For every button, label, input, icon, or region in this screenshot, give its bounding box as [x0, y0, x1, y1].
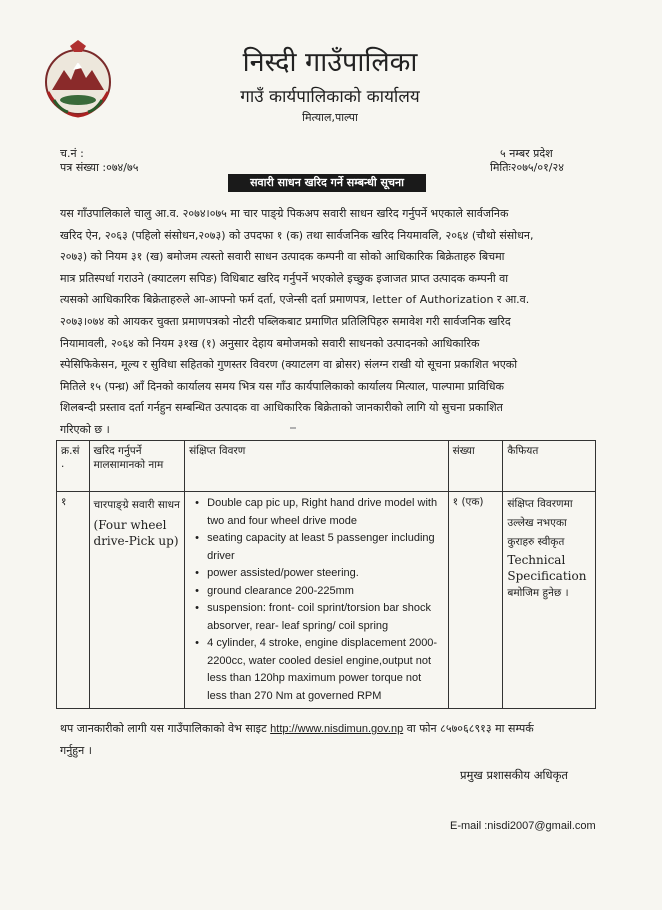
- item-name-en: (Four wheel drive-Pick up): [93, 518, 179, 548]
- office-address: मित्याल,पाल्पा: [302, 111, 358, 124]
- header-quantity: संख्या: [448, 441, 503, 492]
- row-item-name: [89, 492, 185, 709]
- body-line: मात्र प्रतिस्पर्धा गराउने (क्याटलग सपिङ) विधिबाट खरिद गर्नुपर्ने भएकोले इच्छुक इजाजत प्राप्त उत्पादक कम्पनी वा: [60, 271, 509, 285]
- body-line: त्यसको आधिकारिक बिक्रेताहरुले आ-आफ्नो फर्म दर्ता, एजेन्सी दर्ता प्रमाणपत्र, letter of Authorization र आ.व.: [60, 293, 530, 307]
- letter-number: पत्र संख्या :०७४/७५: [60, 161, 139, 174]
- row-description: [185, 492, 448, 709]
- body-line: मितिले १५ (पन्ध्र) आँ दिनको कार्यालय समय भित्र यस गाँउ कार्यपालिकाको कार्यालय मित्याल, पाल्पामा प्राविधिक: [60, 379, 504, 393]
- items-table: [56, 440, 596, 709]
- remarks-np: संक्षिप्त विवरणमा उल्लेख नभएका कुराहरु स्वीकृत: [507, 498, 573, 548]
- signatory-title: प्रमुख प्रशासकीय अधिकृत: [460, 768, 568, 782]
- decorative-mark: [290, 427, 296, 429]
- header-description: संक्षिप्त विवरण: [185, 441, 448, 492]
- notice-title: सवारी साधन खरिद गर्ने सम्बन्धी सूचना: [228, 174, 426, 192]
- website-link[interactable]: http://www.nisdimun.gov.np: [270, 723, 404, 735]
- header-sn: क्र.सं .: [57, 441, 90, 492]
- notice-body: [60, 203, 593, 441]
- body-line: खरिद ऐन, २०६३ (पहिलो संसोधन,२०७३) को उपदफा १ (क) तथा सार्वजनिक खरिद नियमावलि, २०६४ (चौथो संसोधन,: [60, 228, 534, 242]
- header-remarks: कैफियत: [503, 441, 596, 492]
- spec-item: • 4 cylinder, 4 stroke, engine displacement 2000-2200cc, water cooled desiel engine,output not less than 120hp maximum power torque not less than 270 Nm at governed RPM: [199, 635, 443, 705]
- body-line: शिलबन्दी प्रस्ताव दर्ता गर्नहुन सम्बन्धित उत्पादक वा आधिकारिक बिक्रेताको जानकारीको लागि यो सुचना प्रकाशित: [60, 401, 503, 415]
- body-line: गरिएको छ ।: [60, 422, 110, 436]
- table-header-row: [57, 441, 596, 492]
- spec-item: • suspension: front- coil sprint/torsion bar shock absorver, rear- leaf spring/ coil spring: [199, 600, 443, 635]
- nepal-government-emblem-icon: [40, 40, 116, 120]
- body-line: २०७३) को नियम ३१ (ख) बमोजम त्यस्तो सवारी साधन उत्पादक कम्पनी वा सोको आधिकारिक बिक्रेताहरु बिचमा: [60, 250, 505, 264]
- body-line: नियामावली, २०६४ को नियम ३१ख (१) अनुसार देहाय बमोजमको सवारी साधनको उत्पादनको आधिकारिक: [60, 336, 480, 350]
- spec-item: • Double cap pic up, Right hand drive model with two and four wheel drive mode: [199, 495, 443, 530]
- contact-paragraph: [60, 718, 600, 762]
- body-line: स्पेसिफिकेसन, मूल्य र सुविधा सहितको गुणस्तर विवरण (क्याटलग वा ब्रोसर) संलग्न राखी यो सूचना प्रकाशित भएको: [60, 358, 518, 372]
- email-address[interactable]: E-mail :nisdi2007@gmail.com: [450, 820, 596, 832]
- row-quantity: १ (एक): [448, 492, 503, 709]
- contact-end-text: गर्नुहुन ।: [60, 744, 92, 757]
- item-name-np: चारपाङ्ग्रे सवारी साधन: [93, 499, 180, 511]
- municipality-title: निस्दी गाउँपालिका: [242, 47, 418, 78]
- ref-number: च.नं :: [60, 147, 84, 160]
- spec-list: [189, 495, 443, 705]
- spec-item: • ground clearance 200-225mm: [199, 583, 443, 601]
- province-label: ५ नम्बर प्रदेश: [500, 147, 553, 160]
- remarks-en: Technical Specification: [507, 553, 587, 583]
- letter-date: मितिः२०७५/०१/२४: [490, 161, 564, 174]
- row-remarks: [503, 492, 596, 709]
- table-row: [57, 492, 596, 709]
- contact-text: थप जानकारीको लागी यस गाउँपालिकाको वेभ साइट: [60, 722, 267, 735]
- office-title: गाउँ कार्यपालिकाको कार्यालय: [240, 87, 420, 107]
- row-sn: १: [57, 492, 90, 709]
- body-line: यस गाँउपालिकाले चालु आ.व. २०७४।०७५ मा चार पाङ्ग्रे पिकअप सवारी साधन खरिद गर्नुपर्ने भएकाले सार्वजनिक: [60, 207, 509, 220]
- body-line: २०७३।०७४ को आयकर चुक्ता प्रमाणपत्रको नोटरी पब्लिकबाट प्रमाणित प्रतिलिपिहरु समावेश गरी सार्वजनिक खरिद: [60, 314, 511, 328]
- contact-phone-text: वा फोन ८५७०६८९१३ मा सम्पर्क: [406, 722, 534, 735]
- spec-item: • seating capacity at least 5 passenger including driver: [199, 530, 443, 565]
- remarks-tail: बमोजिम हुनेछ ।: [507, 587, 569, 599]
- header-item-name: खरिद गर्नुपर्ने मालसामानको नाम: [89, 441, 185, 492]
- spec-item: • power assisted/power steering.: [199, 565, 443, 583]
